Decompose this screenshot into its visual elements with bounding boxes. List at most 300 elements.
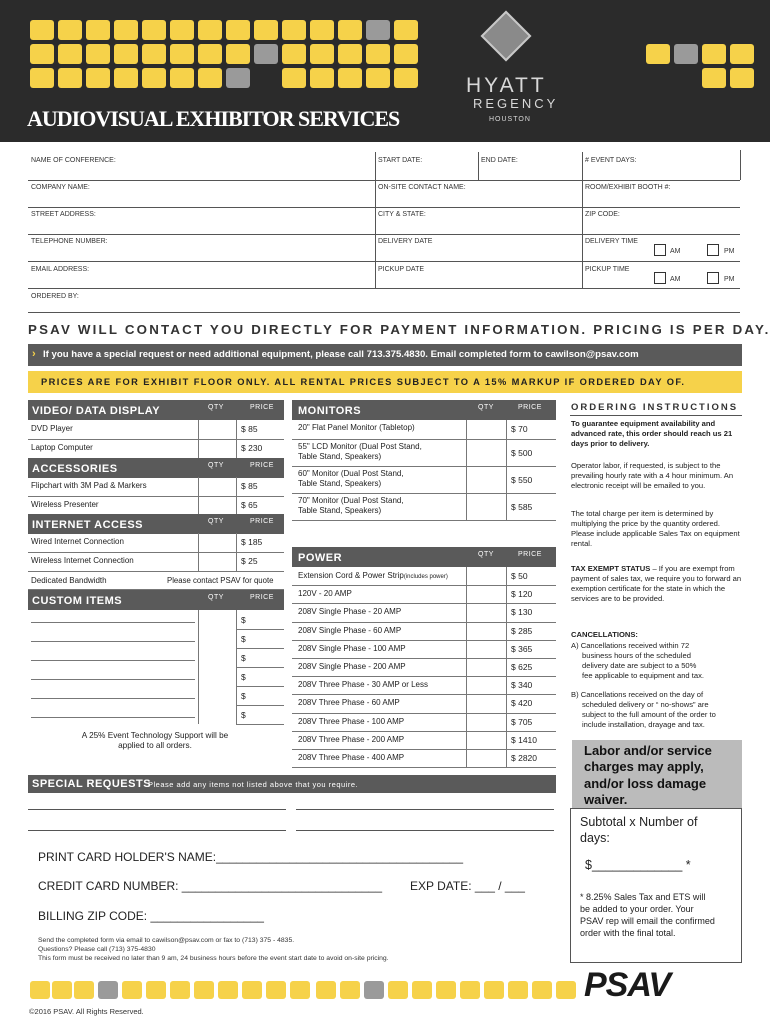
divider (466, 585, 467, 603)
monitors-section-title: MONITORS (298, 405, 362, 417)
power-note: (includes power) (403, 574, 448, 580)
divider (198, 610, 199, 629)
divider (292, 767, 556, 768)
header-tile (394, 68, 418, 88)
qty-input[interactable] (200, 535, 234, 551)
footer-tile (556, 981, 576, 999)
qty-header: QTY (208, 594, 224, 601)
header-tile (310, 20, 334, 40)
monitor-name: 20" Flat Panel Monitor (Tabletop) (298, 423, 415, 432)
custom-item-price: $ (241, 615, 246, 625)
divider (292, 731, 556, 732)
header-tile (254, 44, 278, 64)
divider (506, 640, 507, 658)
qty-input[interactable] (468, 678, 504, 693)
custom-item-line[interactable] (31, 679, 195, 680)
custom-item-line[interactable] (31, 698, 195, 699)
power-name: 208V Three Phase - 60 AMP (298, 698, 400, 708)
item-price: $ 65 (241, 500, 258, 510)
header-tile (58, 44, 82, 64)
divider (236, 705, 284, 706)
qty-input[interactable] (468, 642, 504, 657)
header-tile (142, 68, 166, 88)
delivery-date-field[interactable]: DELIVERY DATE (378, 238, 433, 245)
divider (28, 207, 740, 208)
custom-items-section-header (28, 590, 284, 610)
divider (236, 629, 284, 630)
divider (466, 731, 467, 749)
divider (292, 676, 556, 677)
qty-input[interactable] (468, 468, 504, 492)
qty-header: QTY (478, 404, 494, 411)
pickup-am-checkbox[interactable] (654, 272, 666, 284)
footer-tile (98, 981, 118, 999)
subtotal-line: Subtotal x Number of (580, 815, 698, 829)
tax-note-line: PSAV rep will email the confirmed (580, 915, 715, 926)
power-price: $ 705 (511, 716, 533, 727)
header-tile (58, 68, 82, 88)
video-section-header (28, 400, 284, 420)
divider (28, 496, 284, 497)
qty-input[interactable] (200, 422, 234, 438)
divider (466, 713, 467, 731)
header-banner (0, 0, 770, 142)
custom-item-price: $ (241, 691, 246, 701)
pickup-pm-label: PM (724, 276, 735, 283)
divider (198, 420, 199, 439)
footer-tile (508, 981, 528, 999)
qty-input[interactable] (468, 495, 504, 519)
pickup-date-field[interactable]: PICKUP DATE (378, 266, 425, 273)
custom-item-price: $ (241, 672, 246, 682)
divider (198, 439, 199, 458)
item-name: Wireless Internet Connection (31, 556, 134, 565)
divider (198, 686, 199, 705)
labor-line: and/or loss damage (584, 775, 707, 791)
divider (28, 439, 284, 440)
divider (198, 705, 199, 724)
divider (292, 749, 556, 750)
qty-input[interactable] (468, 422, 504, 438)
dedicated-bandwidth: Dedicated Bandwidth (31, 576, 107, 585)
video-section-title: VIDEO/ DATA DISPLAY (32, 405, 161, 417)
header-tile (730, 68, 754, 88)
qty-input[interactable] (200, 479, 234, 495)
footer-tile (122, 981, 142, 999)
header-tile (730, 44, 754, 64)
header-tile (366, 44, 390, 64)
special-request-line[interactable] (296, 809, 554, 810)
divider (292, 493, 556, 494)
divider (198, 629, 199, 648)
power-section-header (292, 547, 556, 567)
divider (466, 493, 467, 520)
footer-tile (290, 981, 310, 999)
footer-tile (388, 981, 408, 999)
divider (582, 234, 583, 261)
start-date-field[interactable]: START DATE: (378, 157, 423, 164)
company-name-field[interactable]: COMPANY NAME: (31, 184, 90, 191)
divider (198, 477, 199, 496)
item-price: $ 25 (241, 556, 258, 566)
custom-item-price: $ (241, 634, 246, 644)
item-name: Flipchart with 3M Pad & Markers (31, 481, 147, 490)
custom-item-line[interactable] (31, 641, 195, 642)
divider (466, 694, 467, 712)
monitor-price: $ 550 (511, 475, 533, 485)
divider (236, 648, 284, 649)
header-tile (338, 44, 362, 64)
header-tile (114, 68, 138, 88)
hyatt-logo-icon (481, 11, 532, 62)
divider (570, 415, 742, 416)
qty-input[interactable] (468, 751, 504, 766)
header-tile (114, 44, 138, 64)
instructions-p3: The total charge per item is determined by multiplying the price by the quantity ordered. Please include applicable Sales Tax on equipment rental. (571, 509, 740, 548)
header-tile (646, 44, 670, 64)
special-request-line[interactable] (28, 809, 286, 810)
divider (506, 439, 507, 466)
footer-tile (242, 981, 262, 999)
qty-input[interactable] (468, 696, 504, 711)
instructions-title: ORDERING INSTRUCTIONS (571, 402, 739, 413)
ets-note: A 25% Event Technology Support will be applied to all orders. (81, 731, 229, 751)
monitor-name-2: Table Stand, Speakers) (298, 452, 382, 461)
header-tile (170, 68, 194, 88)
divider (375, 261, 376, 288)
labor-line: charges may apply, (584, 759, 704, 775)
divider (236, 610, 237, 629)
divider (466, 622, 467, 640)
divider (236, 477, 237, 496)
qty-input[interactable] (468, 660, 504, 675)
billing-zip-field[interactable]: BILLING ZIP CODE: _________________ (38, 909, 264, 923)
divider (506, 676, 507, 694)
divider (236, 667, 284, 668)
footer-tile (52, 981, 72, 999)
divider (582, 261, 583, 288)
hyatt-logo-regency: REGENCY (473, 96, 559, 111)
send-line: This form must be received no later than 9 am, 24 business hours before the event start date to avoid on-site pricing. (38, 954, 389, 962)
send-instructions (38, 937, 389, 963)
qty-input[interactable] (468, 569, 504, 584)
divider (466, 658, 467, 676)
qty-header: QTY (478, 551, 494, 558)
divider (28, 552, 284, 553)
qty-input[interactable] (468, 605, 504, 620)
divider (198, 552, 199, 571)
divider (28, 312, 740, 313)
power-price: $ 120 (511, 589, 533, 600)
tax-exempt (571, 564, 743, 603)
header-tile (142, 44, 166, 64)
header-tile (114, 20, 138, 40)
monitor-price: $ 500 (511, 448, 533, 458)
special-request-bar (28, 344, 742, 366)
header-tile (282, 20, 306, 40)
subtotal-line: days: (580, 831, 610, 846)
qty-input[interactable] (468, 733, 504, 748)
footer-tile (146, 981, 166, 999)
power-name: 208V Single Phase - 20 AMP (298, 607, 402, 617)
divider (466, 567, 467, 585)
divider (466, 420, 467, 439)
header-tile (226, 44, 250, 64)
special-requests-subtitle: Please add any items not listed above that you require. (148, 780, 359, 789)
divider (506, 585, 507, 603)
hyatt-logo-name: HYATT (466, 74, 547, 97)
price-header: PRICE (250, 518, 274, 525)
divider (198, 648, 199, 667)
power-price: $ 340 (511, 680, 533, 691)
footer-tile (340, 981, 360, 999)
end-date-field[interactable]: END DATE: (481, 157, 518, 164)
footer-tile (532, 981, 552, 999)
header-tile (170, 44, 194, 64)
event-days-field[interactable]: # EVENT DAYS: (585, 157, 637, 164)
delivery-pm-checkbox[interactable] (707, 244, 719, 256)
divider (236, 724, 284, 725)
power-price: $ 365 (511, 643, 533, 654)
divider (28, 234, 740, 235)
monitor-name: 55" LCD Monitor (Dual Post Stand, (298, 442, 422, 451)
price-header: PRICE (518, 551, 542, 558)
divider (292, 622, 556, 623)
power-price: $ 50 (511, 571, 528, 581)
price-header: PRICE (250, 462, 274, 469)
power-price: $ 1410 (511, 734, 537, 745)
footer-tile (460, 981, 480, 999)
labor-line: Labor and/or service (584, 743, 712, 758)
cancellations-b (571, 690, 746, 729)
header-tile (254, 20, 278, 40)
item-name: Laptop Computer (31, 443, 93, 452)
cancel-a-line: delivery date are subject to a 50% (582, 660, 697, 670)
header-tile (142, 20, 166, 40)
tax-note-line: be added to your order. Your (580, 903, 694, 914)
subtotal-input[interactable]: $_____________ * (585, 858, 691, 872)
divider (582, 152, 583, 180)
divider (236, 439, 237, 458)
divider (292, 520, 556, 521)
custom-item-line[interactable] (31, 660, 195, 661)
delivery-am-checkbox[interactable] (654, 244, 666, 256)
special-requests-title: SPECIAL REQUESTS (32, 778, 152, 790)
section-title: INTERNET ACCESS (32, 519, 143, 531)
qty-input[interactable] (468, 587, 504, 602)
conference-name-field[interactable]: NAME OF CONFERENCE: (31, 157, 116, 164)
special-requests-header (28, 775, 556, 793)
section-title: ACCESSORIES (32, 463, 118, 475)
footer-tile (484, 981, 504, 999)
card-number-field[interactable]: CREDIT CARD NUMBER: ______________________________ (38, 879, 383, 893)
divider (236, 420, 237, 439)
divider (466, 749, 467, 767)
power-price: $ 420 (511, 698, 533, 709)
qty-input[interactable] (468, 441, 504, 465)
delivery-pm-label: PM (724, 248, 735, 255)
header-tile (338, 20, 362, 40)
exp-date-field[interactable]: EXP DATE: ___ / ___ (410, 879, 525, 893)
pickup-pm-checkbox[interactable] (707, 272, 719, 284)
cancel-b-line: scheduled delivery or “ no-shows” are (582, 699, 709, 709)
footer-tile (30, 981, 50, 999)
divider (506, 567, 507, 585)
item-name: DVD Player (31, 424, 73, 433)
ordered-by-field[interactable]: ORDERED BY: (31, 293, 79, 300)
instructions-p2: Operator labor, if requested, is subject to the prevailing hourly rate with a 4 hour minimum. An electronic receipt will be emailed to you. (571, 461, 734, 490)
qty-input[interactable] (468, 715, 504, 730)
divider (236, 552, 237, 571)
power-name: 208V Single Phase - 60 AMP (298, 625, 402, 635)
power-price: $ 130 (511, 607, 533, 618)
divider (478, 152, 479, 180)
footer-tile (436, 981, 456, 999)
delivery-time-field[interactable]: DELIVERY TIME (585, 238, 638, 245)
tax-exempt-body: – If you are exempt from payment of sales tax, we require you to forward an exemption certificate for the state in which the services are to be provided. (571, 564, 742, 603)
page-title: AUDIOVISUAL EXHIBITOR SERVICES (27, 106, 400, 131)
price-header: PRICE (518, 404, 542, 411)
header-tile (30, 20, 54, 40)
power-name: 208V Three Phase - 200 AMP (298, 734, 405, 744)
special-request-line[interactable] (296, 830, 554, 831)
monitor-name: 70" Monitor (Dual Post Stand, (298, 496, 404, 505)
zip-code-field[interactable]: ZIP CODE: (585, 211, 620, 218)
power-name: 208V Single Phase - 200 AMP (298, 662, 406, 671)
city-state-field[interactable]: CITY & STATE: (378, 211, 426, 218)
divider (506, 749, 507, 767)
divider (28, 261, 740, 262)
tax-note (580, 892, 715, 940)
email-field[interactable]: EMAIL ADDRESS: (31, 266, 90, 273)
monitor-name-2: Table Stand, Speakers) (298, 506, 382, 515)
header-tile (86, 44, 110, 64)
send-line: Send the completed form via email to cawilson@psav.com or fax to (713) 375 - 4835. (38, 937, 295, 944)
divider (466, 439, 467, 466)
cancel-b-line: B) Cancellations received on the day of (571, 690, 704, 699)
item-price: $ 185 (241, 537, 263, 547)
header-tile (282, 44, 306, 64)
cancellations-a (571, 641, 743, 680)
header-tile (198, 44, 222, 64)
divider (236, 686, 284, 687)
divider (375, 234, 376, 261)
monitor-name: 60" Monitor (Dual Post Stand, (298, 469, 404, 478)
qty-input[interactable] (200, 554, 234, 570)
divider (198, 667, 199, 686)
item-price: $ 85 (241, 424, 258, 434)
hyatt-logo-city: HOUSTON (489, 116, 531, 123)
power-price: $ 625 (511, 662, 533, 672)
divider (292, 466, 556, 467)
power-name: 120V - 20 AMP (298, 589, 352, 599)
tax-note-line: order with the final total. (580, 927, 676, 938)
custom-item-line[interactable] (31, 622, 195, 623)
divider (375, 207, 376, 234)
divider (198, 496, 199, 515)
special-request-line[interactable] (28, 830, 286, 831)
divider (28, 180, 740, 181)
cancel-b-line: subject to the full amount of the order to (582, 709, 716, 719)
header-tile (198, 20, 222, 40)
internet-section-header (28, 514, 284, 534)
cardholder-name-field[interactable]: PRINT CARD HOLDER'S NAME:_____________________________________ (38, 850, 464, 864)
subtotal-label (580, 814, 697, 847)
send-line: Questions? Please call (713) 375-4830 (38, 945, 156, 953)
prices-floor-text: PRICES ARE FOR EXHIBIT FLOOR ONLY. ALL RENTAL PRICES SUBJECT TO A 15% MARKUP IF ORDERED DAY OF. (41, 377, 686, 387)
cancellations-title: CANCELLATIONS: (571, 630, 638, 639)
divider (236, 686, 237, 705)
monitor-price: $ 70 (511, 424, 528, 434)
labor-notice-text (584, 743, 744, 808)
delivery-am-label: AM (670, 248, 681, 255)
header-tile (226, 68, 250, 88)
monitor-name-2: Table Stand, Speakers) (298, 479, 382, 488)
prices-floor-bar (28, 371, 742, 393)
telephone-field[interactable]: TELEPHONE NUMBER: (31, 238, 108, 245)
header-tile (394, 44, 418, 64)
divider (375, 180, 376, 207)
header-tile (30, 68, 54, 88)
divider (506, 622, 507, 640)
footer-tile (170, 981, 190, 999)
qty-input[interactable] (200, 441, 234, 457)
divider (506, 658, 507, 676)
special-request-text: If you have a special request or need additional equipment, please call 713.375.4830. Email completed form to cawilson@psav.com (43, 349, 639, 360)
header-tile (226, 20, 250, 40)
custom-item-price: $ (241, 653, 246, 663)
street-address-field[interactable]: STREET ADDRESS: (31, 211, 96, 218)
divider (198, 533, 199, 552)
footer-tile (266, 981, 286, 999)
onsite-contact-field[interactable]: ON-SITE CONTACT NAME: (378, 184, 466, 191)
divider (292, 694, 556, 695)
psav-contact-banner: PSAV WILL CONTACT YOU DIRECTLY FOR PAYMENT INFORMATION. PRICING IS PER DAY. (28, 322, 770, 337)
footer-tile (218, 981, 238, 999)
divider (292, 585, 556, 586)
header-tile (86, 20, 110, 40)
header-tile (366, 68, 390, 88)
header-tile (198, 68, 222, 88)
monitor-price: $ 585 (511, 502, 533, 512)
labor-line: waiver. (584, 791, 628, 807)
custom-item-line[interactable] (31, 717, 195, 718)
section-title: CUSTOM ITEMS (32, 595, 123, 607)
psav-logo: PSAV (584, 966, 671, 1004)
monitors-section-header (292, 400, 556, 420)
header-tile (702, 68, 726, 88)
price-header: PRICE (250, 594, 274, 601)
divider (236, 705, 237, 724)
divider (506, 713, 507, 731)
divider (375, 152, 376, 180)
qty-input[interactable] (200, 498, 234, 514)
tax-exempt-title: TAX EXEMPT STATUS (571, 564, 651, 573)
accessories-section-header (28, 458, 284, 478)
price-header: PRICE (250, 404, 274, 411)
divider (28, 571, 284, 572)
dedicated-bandwidth-quote: Please contact PSAV for quote (167, 576, 274, 585)
footer-tile (316, 981, 336, 999)
room-booth-field[interactable]: ROOM/EXHIBIT BOOTH #: (585, 184, 671, 191)
divider (466, 466, 467, 493)
pickup-time-field[interactable]: PICKUP TIME (585, 266, 630, 273)
qty-input[interactable] (468, 624, 504, 639)
divider (506, 731, 507, 749)
footer (0, 966, 770, 1024)
header-tile (338, 68, 362, 88)
divider (236, 667, 237, 686)
